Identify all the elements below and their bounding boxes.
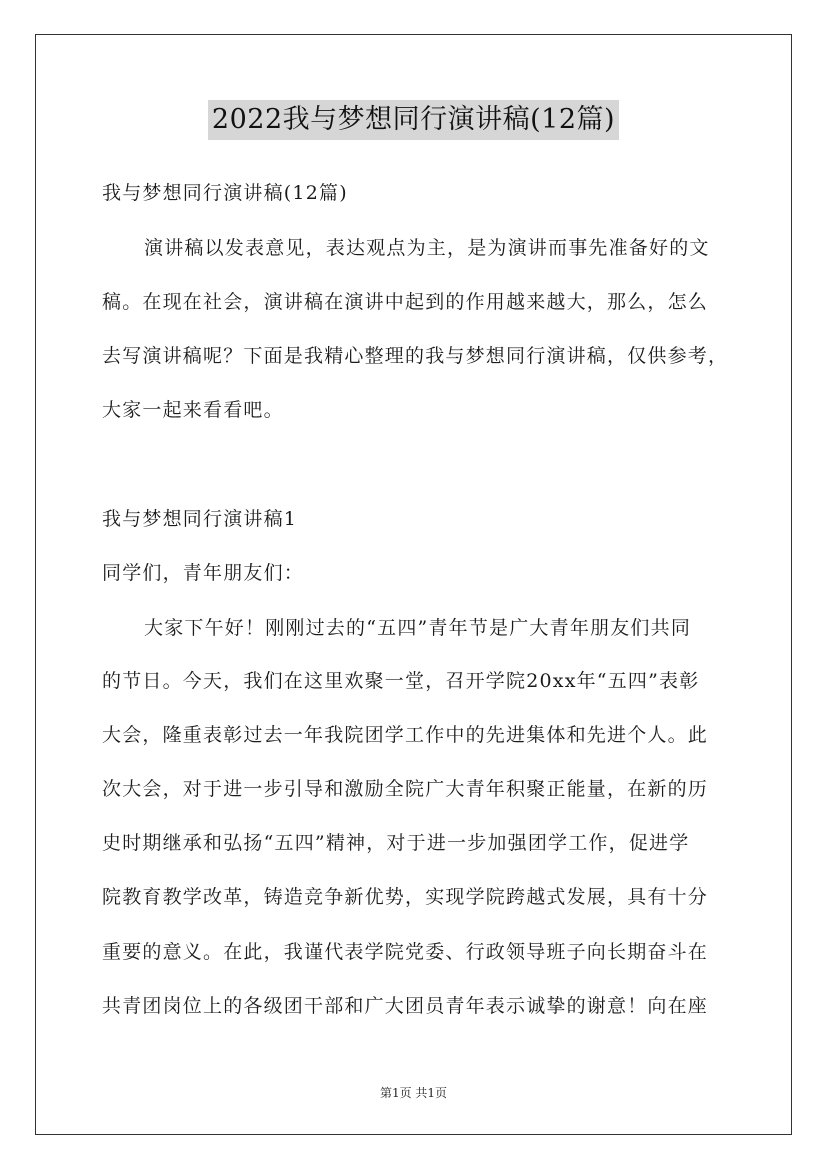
intro-line-4: 大家一起来看看吧。 [102,399,284,421]
page-footer: 第1页 共1页 [379,1086,448,1100]
intro-line-2: 稿。在现在社会，演讲稿在演讲中起到的作用越来越大，那么，怎么 [102,291,709,313]
section-title: 我与梦想同行演讲稿1 [102,508,298,530]
document-title: 2022我与梦想同行演讲稿(12篇) [208,100,619,140]
title-container [0,100,827,140]
body-line-4: 次大会，对于进一步引导和激励全院广大青年积聚正能量，在新的历 [102,778,709,800]
document-subtitle: 我与梦想同行演讲稿(12篇) [102,182,348,204]
body-line-7: 重要的意义。在此，我谨代表学院党委、行政领导班子向长期奋斗在 [102,941,709,963]
body-line-6: 院教育教学改革，铸造竞争新优势，实现学院跨越式发展，具有十分 [102,886,709,908]
body-line-8: 共青团岗位上的各级团干部和广大团员青年表示诚挚的谢意！向在座 [102,995,709,1017]
body-line-3: 大会，隆重表彰过去一年我院团学工作中的先进集体和先进个人。此 [102,724,709,746]
intro-line-3: 去写演讲稿呢？下面是我精心整理的我与梦想同行演讲稿，仅供参考， [102,345,729,367]
body-line-1: 大家下午好！刚刚过去的“五四”青年节是广大青年朋友们共同 [144,617,692,639]
intro-line-1: 演讲稿以发表意见，表达观点为主，是为演讲而事先准备好的文 [144,237,710,259]
greeting: 同学们，青年朋友们： [102,562,305,584]
body-line-5: 史时期继承和弘扬“五四”精神，对于进一步加强团学工作，促进学 [102,832,690,854]
body-line-2: 的节日。今天，我们在这里欢聚一堂，召开学院20xx年“五四”表彰 [102,670,700,692]
